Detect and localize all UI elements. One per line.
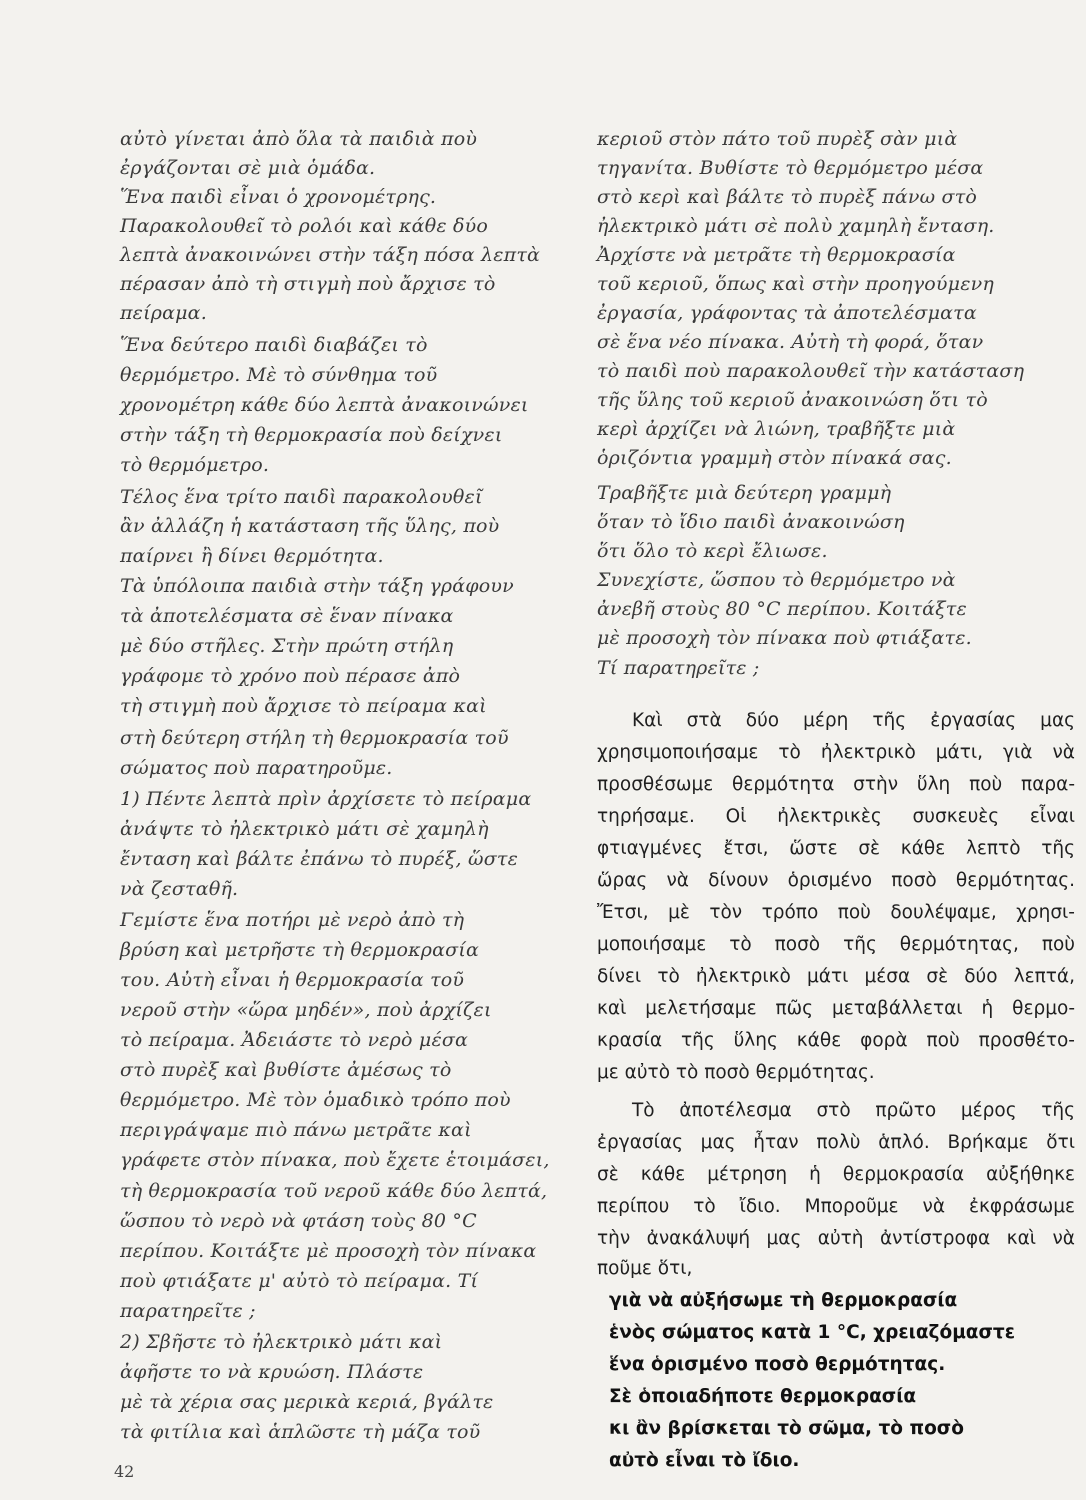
- text-line: τὴ στιγμὴ ποὺ ἄρχισε τὸ πείραμα καὶ: [120, 695, 487, 717]
- paragraph-line: Τὸ ἀποτέλεσμα στὸ πρῶτο μέρος τῆς: [632, 1100, 1075, 1121]
- text-line: στὸ πυρὲξ καὶ βυθίστε ἀμέσως τὸ: [120, 1059, 452, 1081]
- text-line: του. Αὐτὴ εἶναι ἡ θερμοκρασία τοῦ: [120, 969, 465, 991]
- text-line: ἀνεβῆ στοὺς 80 °C περίπου. Κοιτάξτε: [597, 598, 967, 620]
- conclusion-line: ἕνα ὁρισμένο ποσὸ θερμότητας.: [609, 1354, 946, 1375]
- text-line: πείραμα.: [120, 302, 207, 324]
- paragraph-line: καὶ μελετήσαμε πῶς μεταβάλλεται ἡ θερμο-: [597, 998, 1075, 1019]
- paragraph-line: ποῦμε ὅτι,: [597, 1258, 693, 1279]
- text-line: κερὶ ἀρχίζει νὰ λιώνη, τραβῆξτε μιὰ: [597, 418, 956, 440]
- text-line: τὰ φιτίλια καὶ ἁπλῶστε τὴ μάζα τοῦ: [120, 1421, 481, 1443]
- text-line: μὲ τὰ χέρια σας μερικὰ κεριά, βγάλτε: [120, 1391, 494, 1413]
- text-line: τὸ πείραμα. Ἀδειάστε τὸ νερὸ μέσα: [120, 1029, 469, 1051]
- conclusion-line: αὐτὸ εἶναι τὸ ἴδιο.: [609, 1450, 800, 1471]
- text-line: ἐργάζονται σὲ μιὰ ὁμάδα.: [120, 157, 376, 179]
- text-line: μὲ προσοχὴ τὸν πίνακα ποὺ φτιάξατε.: [597, 627, 972, 649]
- text-line: κεριοῦ στὸν πάτο τοῦ πυρὲξ σὰν μιὰ: [597, 128, 958, 150]
- paragraph-line: με αὐτὸ τὸ ποσὸ θερμότητας.: [597, 1062, 875, 1083]
- text-line: θερμόμετρο. Μὲ τὸ σύνθημα τοῦ: [120, 364, 438, 386]
- text-line: βρύση καὶ μετρῆστε τὴ θερμοκρασία: [120, 939, 480, 961]
- text-line: χρονομέτρη κάθε δύο λεπτὰ ἀνακοινώνει: [120, 394, 529, 416]
- text-line: Ἕνα παιδὶ εἶναι ὁ χρονομέτρης.: [120, 186, 437, 208]
- paragraph-line: δίνει τὸ ἠλεκτρικὸ μάτι μέσα σὲ δύο λεπτά,: [597, 966, 1075, 987]
- text-line: παρατηρεῖτε ;: [120, 1300, 256, 1322]
- text-line: νεροῦ στὴν «ὥρα μηδέν», ποὺ ἀρχίζει: [120, 999, 492, 1021]
- text-line: περίπου. Κοιτάξτε μὲ προσοχὴ τὸν πίνακα: [120, 1240, 537, 1262]
- paragraph-line: περίπου τὸ ἴδιο. Μποροῦμε νὰ ἐκφράσωμε: [597, 1196, 1075, 1217]
- text-line: γράφομε τὸ χρόνο ποὺ πέρασε ἀπὸ: [120, 665, 461, 687]
- paragraph-line: ὥρας νὰ δίνουν ὁρισμένο ποσὸ θερμότητας.: [597, 870, 1075, 891]
- text-line: ποὺ φτιάξατε μ' αὐτὸ τὸ πείραμα. Τί: [120, 1270, 479, 1292]
- text-line: γράφετε στὸν πίνακα, ποὺ ἔχετε ἑτοιμάσει,: [120, 1149, 550, 1171]
- conclusion-line: γιὰ νὰ αὐξήσωμε τὴ θερμοκρασία: [609, 1290, 958, 1311]
- text-line: στὸ κερὶ καὶ βάλτε τὸ πυρὲξ πάνω στὸ: [597, 186, 978, 208]
- conclusion-line: ἑνὸς σώματος κατὰ 1 °C, χρειαζόμαστε: [609, 1322, 1016, 1343]
- text-line: Τραβῆξτε μιὰ δεύτερη γραμμὴ: [597, 482, 892, 504]
- text-line: τῆς ὕλης τοῦ κεριοῦ ἀνακοινώση ὅτι τὸ: [597, 389, 988, 411]
- text-line: ἂν ἀλλάζη ἡ κατάσταση τῆς ὕλης, ποὺ: [120, 515, 500, 537]
- text-line: ἐργασία, γράφοντας τὰ ἀποτελέσματα: [597, 302, 977, 324]
- text-line: Γεμίστε ἕνα ποτήρι μὲ νερὸ ἀπὸ τὴ: [120, 909, 465, 931]
- text-line: Συνεχίστε, ὥσπου τὸ θερμόμετρο νὰ: [597, 569, 956, 591]
- conclusion-line: κι ἂν βρίσκεται τὸ σῶμα, τὸ ποσὸ: [609, 1418, 964, 1439]
- text-line: περιγράψαμε πιὸ πάνω μετρᾶτε καὶ: [120, 1119, 472, 1141]
- text-line: τὸ παιδὶ ποὺ παρακολουθεῖ τὴν κατάσταση: [597, 360, 1025, 382]
- paragraph-line: Καὶ στὰ δύο μέρη τῆς ἐργασίας μας: [632, 710, 1075, 731]
- text-line: Τέλος ἕνα τρίτο παιδὶ παρακολουθεῖ: [120, 486, 483, 508]
- text-line: ἠλεκτρικὸ μάτι σὲ πολὺ χαμηλὴ ἔνταση.: [597, 215, 995, 237]
- text-line: ὅταν τὸ ἴδιο παιδὶ ἀνακοινώση: [597, 511, 905, 533]
- text-line: θερμόμετρο. Μὲ τὸν ὁμαδικὸ τρόπο ποὺ: [120, 1089, 511, 1111]
- paragraph-line: φτιαγμένες ἔτσι, ὥστε σὲ κάθε λεπτὸ τῆς: [597, 838, 1075, 859]
- text-line: ὥσπου τὸ νερὸ νὰ φτάση τοὺς 80 °C: [120, 1210, 477, 1232]
- text-line: μὲ δύο στῆλες. Στὴν πρώτη στήλη: [120, 635, 454, 657]
- conclusion-line: Σὲ ὁποιαδήποτε θερμοκρασία: [609, 1386, 917, 1407]
- text-line: Ἕνα δεύτερο παιδὶ διαβάζει τὸ: [120, 334, 428, 356]
- text-line: τὸ θερμόμετρο.: [120, 454, 270, 476]
- text-line: σὲ ἕνα νέο πίνακα. Αὐτὴ τὴ φορά, ὅταν: [597, 331, 984, 353]
- text-line: ἔνταση καὶ βάλτε ἐπάνω τὸ πυρέξ, ὥστε: [120, 848, 518, 870]
- text-line: Τί παρατηρεῖτε ;: [597, 657, 760, 679]
- text-line: 1) Πέντε λεπτὰ πρὶν ἀρχίσετε τὸ πείραμα: [120, 788, 532, 810]
- paragraph-line: κρασία τῆς ὕλης κάθε φορὰ ποὺ προσθέτο-: [597, 1030, 1075, 1051]
- text-line: ὅτι ὅλο τὸ κερὶ ἔλιωσε.: [597, 540, 828, 562]
- text-line: τὴ θερμοκρασία τοῦ νεροῦ κάθε δύο λεπτά,: [120, 1180, 548, 1202]
- text-line: σώματος ποὺ παρατηροῦμε.: [120, 757, 393, 779]
- paragraph-line: τηρήσαμε. Οἱ ἠλεκτρικὲς συσκευὲς εἶναι: [597, 806, 1075, 827]
- text-line: Παρακολουθεῖ τὸ ρολόι καὶ κάθε δύο: [120, 215, 488, 237]
- paragraph-line: προσθέσωμε θερμότητα στὴν ὕλη ποὺ παρα-: [597, 774, 1075, 795]
- paragraph-line: χρησιμοποιήσαμε τὸ ἠλεκτρικὸ μάτι, γιὰ νὰ: [597, 742, 1075, 763]
- text-line: 2) Σβῆστε τὸ ἠλεκτρικὸ μάτι καὶ: [120, 1331, 443, 1353]
- text-line: παίρνει ἢ δίνει θερμότητα.: [120, 545, 384, 567]
- text-line: τοῦ κεριοῦ, ὅπως καὶ στὴν προηγούμενη: [597, 273, 994, 295]
- paragraph-line: ἐργασίας μας ἦταν πολὺ ἁπλό. Βρήκαμε ὅτι: [597, 1132, 1075, 1153]
- paragraph-line: σὲ κάθε μέτρηση ἡ θερμοκρασία αὐξήθηκε: [597, 1164, 1075, 1185]
- text-line: λεπτὰ ἀνακοινώνει στὴν τάξη πόσα λεπτὰ: [120, 244, 541, 266]
- text-line: αὐτὸ γίνεται ἀπὸ ὅλα τὰ παιδιὰ ποὺ: [120, 128, 478, 150]
- text-line: πέρασαν ἀπὸ τὴ στιγμὴ ποὺ ἄρχισε τὸ: [120, 273, 496, 295]
- text-line: στὴν τάξη τὴ θερμοκρασία ποὺ δείχνει: [120, 424, 503, 446]
- page-number: 42: [114, 1462, 135, 1481]
- text-line: ὁριζόντια γραμμὴ στὸν πίνακά σας.: [597, 447, 952, 469]
- text-line: τηγανίτα. Βυθίστε τὸ θερμόμετρο μέσα: [597, 157, 984, 179]
- paragraph-line: μοποιήσαμε τὸ ποσὸ τῆς θερμότητας, ποὺ: [597, 934, 1075, 955]
- text-line: στὴ δεύτερη στήλη τὴ θερμοκρασία τοῦ: [120, 727, 509, 749]
- paragraph-line: Ἔτσι, μὲ τὸν τρόπο ποὺ δουλέψαμε, χρησι-: [597, 902, 1075, 923]
- text-line: τὰ ἀποτελέσματα σὲ ἕναν πίνακα: [120, 605, 454, 627]
- paragraph-line: τὴν ἀνακάλυψή μας αὐτὴ ἀντίστροφα καὶ νὰ: [597, 1228, 1075, 1249]
- text-line: νὰ ζεσταθῆ.: [120, 878, 239, 900]
- text-line: Τὰ ὑπόλοιπα παιδιὰ στὴν τάξη γράφουν: [120, 575, 514, 597]
- text-line: Ἀρχίστε νὰ μετρᾶτε τὴ θερμοκρασία: [597, 244, 956, 266]
- text-line: ἀφῆστε το νὰ κρυώση. Πλάστε: [120, 1361, 424, 1383]
- text-line: ἀνάψτε τὸ ἠλεκτρικὸ μάτι σὲ χαμηλὴ: [120, 818, 489, 840]
